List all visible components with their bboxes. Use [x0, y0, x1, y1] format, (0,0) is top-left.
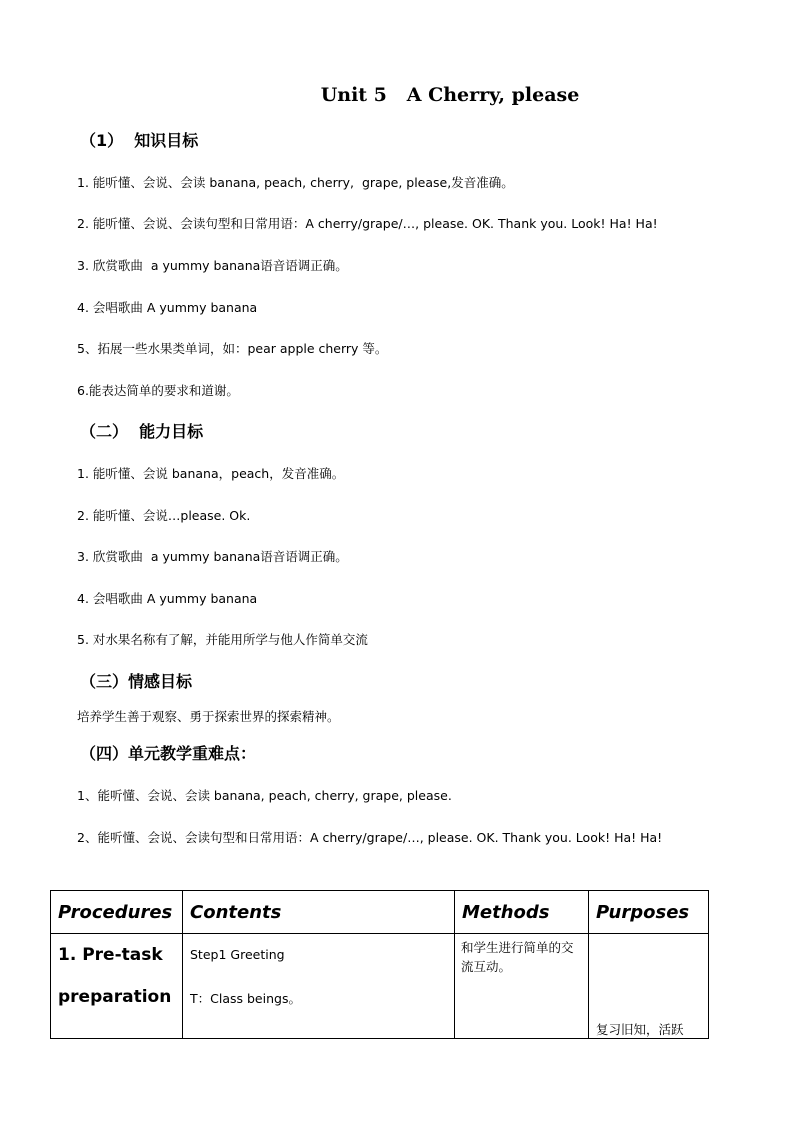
section-heading-knowledge: （1） 知识目标 [80, 131, 199, 150]
header-methods: Methods [455, 891, 589, 934]
purposes-text: 复习旧知，活跃 [596, 1022, 684, 1037]
ability-item-2: 2. 能听懂、会说…please. Ok. [77, 508, 251, 523]
ability-item-3: 3. 欣赏歌曲 a yummy banana语音语调正确。 [77, 549, 348, 564]
table-header-row [51, 891, 709, 934]
knowledge-item-2: 2. 能听懂、会说、会读句型和日常用语：A cherry/grape/…, please. OK. Thank you. Look! Ha! Ha! [77, 216, 658, 231]
header-contents: Contents [183, 891, 455, 934]
ability-item-4: 4. 会唱歌曲 A yummy banana [77, 591, 258, 606]
contents-teacher-line: T：Class beings。 [190, 991, 301, 1006]
knowledge-item-4: 4. 会唱歌曲 A yummy banana [77, 300, 258, 315]
knowledge-item-6: 6.能表达简单的要求和道谢。 [77, 383, 239, 398]
section-heading-ability: （二） 能力目标 [80, 422, 204, 441]
contents-cell [183, 934, 455, 1039]
methods-text: 和学生进行简单的交流互动。 [461, 940, 574, 974]
table-row [51, 934, 709, 1039]
lesson-plan-table [50, 890, 709, 1039]
contents-step: Step1 Greeting [190, 947, 285, 962]
methods-cell [455, 934, 589, 1039]
procedure-step-subtitle: preparation [58, 987, 172, 1007]
purposes-cell [589, 934, 709, 1039]
key-point-item-2: 2、能听懂、会说、会读句型和日常用语：A cherry/grape/…, please. OK. Thank you. Look! Ha! Ha! [77, 830, 663, 845]
knowledge-item-5: 5、拓展一些水果类单词，如：pear apple cherry 等。 [77, 341, 388, 356]
header-procedures: Procedures [51, 891, 183, 934]
header-purposes: Purposes [589, 891, 709, 934]
procedure-step-title: 1. Pre-task [58, 945, 163, 965]
procedure-cell [51, 934, 183, 1039]
section-heading-emotion: （三）情感目标 [80, 672, 193, 691]
knowledge-item-1: 1. 能听懂、会说、会读 banana, peach, cherry, grape, please,发音准确。 [77, 175, 514, 190]
knowledge-item-3: 3. 欣赏歌曲 a yummy banana语音语调正确。 [77, 258, 348, 273]
ability-item-5: 5. 对水果名称有了解，并能用所学与他人作简单交流 [77, 632, 368, 647]
ability-item-1: 1. 能听懂、会说 banana，peach，发音准确。 [77, 466, 345, 481]
document-title: Unit 5 A Cherry, please [320, 84, 580, 106]
emotion-item-1: 培养学生善于观察、勇于探索世界的探索精神。 [77, 709, 340, 724]
section-heading-key-points: （四）单元教学重难点： [80, 744, 257, 763]
key-point-item-1: 1、能听懂、会说、会读 banana, peach, cherry, grape, please. [77, 788, 452, 803]
